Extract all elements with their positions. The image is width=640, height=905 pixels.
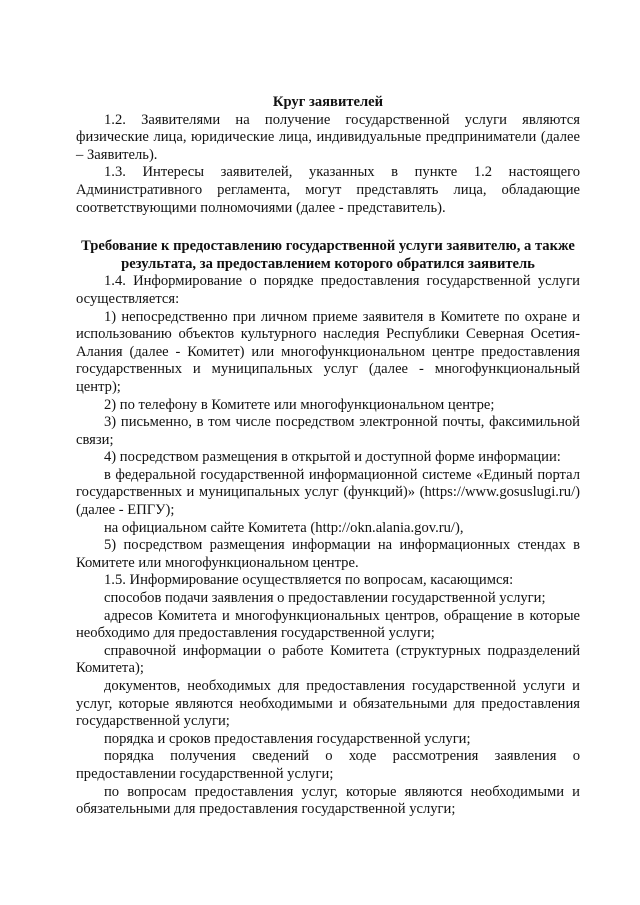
paragraph-1-3: 1.3. Интересы заявителей, указанных в пункте 1.2 настоящего Административного регламента, могут представлять лица, обладающие соответствующими полномочиями (далее - представитель).	[76, 164, 580, 216]
list-item-public-info: 4) посредством размещения в открытой и доступной форме информации:	[104, 449, 561, 466]
list-item-documents: документов, необходимых для предоставления государственной услуги и услуг, которые являются необходимыми и обязательными для предоставления государственной услуги;	[76, 678, 580, 730]
paragraph-1-5: 1.5. Информирование осуществляется по вопросам, касающимся:	[104, 572, 514, 589]
section-heading-applicants: Круг заявителей	[272, 94, 384, 110]
paragraph-1-2: 1.2. Заявителями на получение государственной услуги являются физические лица, юридические лица, индивидуальные предприниматели (далее – Заявитель).	[76, 111, 580, 163]
list-item-official-site: на официальном сайте Комитета (http://okn.alania.gov.ru/),	[104, 519, 464, 536]
section-heading-requirements: Требование к предоставлению государственной услуги заявителю, а также результата, за предоставлением которого обратился заявитель	[81, 238, 575, 272]
list-item-epgu: в федеральной государственной информационной системе «Единый портал государственных и муниципальных услуг (функций)» (https://www.gosuslugi.ru/) (далее - ЕПГУ);	[76, 466, 580, 519]
list-item-necessary-services: по вопросам предоставления услуг, которые являются необходимыми и обязательными для предоставления государственной услуги;	[76, 783, 580, 818]
list-item-reference-info: справочной информации о работе Комитета (структурных подразделений Комитета);	[76, 642, 580, 677]
list-item-procedure-terms: порядка и сроков предоставления государственной услуги;	[104, 730, 471, 747]
list-item-personal-reception: 1) непосредственно при личном приеме заявителя в Комитете по охране и использованию объектов культурного наследия Республики Северная Осетия-Алания (далее - Комитет) или многофункциональном центре предоставления государственных и муниципальных услуг (далее - многофункциональный центр);	[76, 308, 580, 395]
list-item-addresses: адресов Комитета и многофункциональных центров, обращение в которые необходимо для предоставления государственной услуги;	[76, 607, 580, 642]
list-item-phone: 2) по телефону в Комитете или многофункциональном центре;	[104, 396, 495, 413]
list-item-submission-methods: способов подачи заявления о предоставлении государственной услуги;	[104, 590, 546, 607]
list-item-status-info: порядка получения сведений о ходе рассмотрения заявления о предоставлении государственной услуги;	[76, 748, 580, 782]
paragraph-1-4: 1.4. Информирование о порядке предоставления государственной услуги осуществляется:	[76, 273, 580, 307]
document-page	[76, 94, 580, 819]
list-item-written: 3) письменно, в том числе посредством электронной почты, факсимильной связи;	[76, 414, 580, 448]
list-item-info-stands: 5) посредством размещения информации на информационных стендах в Комитете или многофункциональном центре.	[76, 537, 580, 571]
